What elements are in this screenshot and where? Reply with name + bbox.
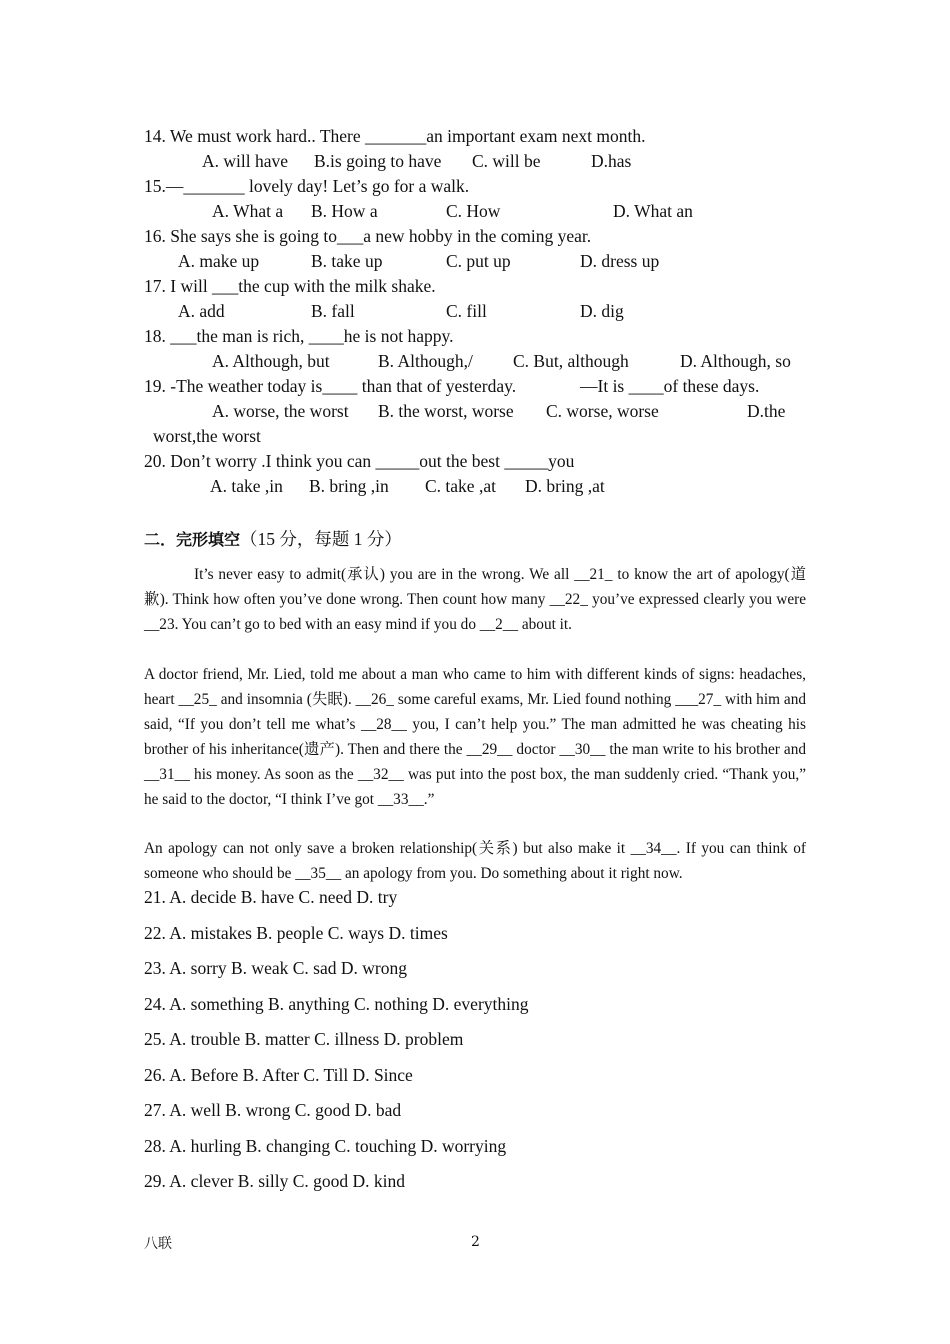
q18-option-b: B. Although,/ — [378, 351, 473, 371]
q20-option-c: C. take ,at — [425, 476, 496, 496]
q17-option-d: D. dig — [580, 301, 624, 321]
question-19-stem-part-2: —It is ____of these days. — [580, 376, 760, 396]
passage-paragraph-2: A doctor friend, Mr. Lied, told me about a man who came to him with different kinds of signs: headaches, heart __25_ and insomnia (失眠). __26_ some careful exams, Mr. Lied found nothing ___27_ with him and said, “If you don’t tell me what’s __28__ you, I can’t help you.” The man admitted he was cheating his brother of his inheritance(遗产). Then and there the __29__ doctor __30__ the man write to his brother and __31__ his money. As soon as the __32__ was put into the post box, the man suddenly cried. “Thank you,” he said to the doctor, “I think I’ve got __33__.” — [144, 666, 806, 808]
question-17-stem: 17. I will ___the cup with the milk shake. — [144, 276, 436, 296]
q14-option-a: A. will have — [202, 151, 289, 171]
q19-option-d: D.the — [747, 401, 786, 421]
q16-option-b: B. take up — [311, 251, 383, 271]
q16-option-d: D. dress up — [580, 251, 660, 271]
q15-option-b: B. How a — [311, 201, 378, 221]
q19-option-d-continued: worst,the worst — [153, 426, 261, 446]
cloze-question-25: 25. A. trouble B. matter C. illness D. problem — [144, 1029, 464, 1049]
cloze-question-21: 21. A. decide B. have C. need D. try — [144, 887, 398, 907]
cloze-question-24: 24. A. something B. anything C. nothing D. everything — [144, 994, 529, 1014]
passage-paragraph-3: An apology can not only save a broken relationship(关系) but also make it __34__. If you can think of someone who should be __35__ an apology from you. Do something about it right now. — [144, 840, 806, 882]
section-score-note: （15 分，每题 1 分） — [240, 529, 402, 549]
q18-option-a: A. Although, but — [212, 351, 330, 371]
cloze-question-22: 22. A. mistakes B. people C. ways D. times — [144, 923, 448, 943]
question-20-stem: 20. Don’t worry .I think you can _____out the best _____you — [144, 451, 575, 471]
q17-option-a: A. add — [178, 301, 225, 321]
cloze-question-23: 23. A. sorry B. weak C. sad D. wrong — [144, 958, 407, 978]
q20-option-b: B. bring ,in — [309, 476, 389, 496]
page-number: 2 — [471, 1234, 480, 1250]
q17-option-b: B. fall — [311, 301, 355, 321]
q14-option-d: D.has — [591, 151, 632, 171]
passage-paragraph-1: It’s never easy to admit(承认) you are in the wrong. We all __21_ to know the art of apology(道歉). Think how often you’ve done wrong. Then count how many __22_ you’ve expressed clearly you were __23. You can’t go to bed with an easy mind if you do __2__ about it. — [144, 566, 806, 633]
q16-option-c: C. put up — [446, 251, 511, 271]
cloze-question-29: 29. A. clever B. silly C. good D. kind — [144, 1171, 406, 1191]
cloze-question-27: 27. A. well B. wrong C. good D. bad — [144, 1100, 402, 1120]
q20-option-a: A. take ,in — [210, 476, 283, 496]
question-14-stem: 14. We must work hard.. There _______an important exam next month. — [144, 126, 646, 146]
cloze-question-28: 28. A. hurling B. changing C. touching D. worrying — [144, 1136, 507, 1156]
question-19-stem: 19. -The weather today is____ than that of yesterday. — [144, 376, 517, 396]
q20-option-d: D. bring ,at — [525, 476, 605, 496]
q15-option-d: D. What an — [613, 201, 693, 221]
section-title: 二．完形填空 — [144, 530, 241, 549]
q19-option-c: C. worse, worse — [546, 401, 659, 421]
q18-option-d: D. Although, so — [680, 351, 791, 371]
q18-option-c: C. But, although — [513, 351, 629, 371]
q19-option-a: A. worse, the worst — [212, 401, 349, 421]
q14-option-c: C. will be — [472, 151, 541, 171]
q14-option-b: B.is going to have — [314, 151, 442, 171]
section-heading — [144, 527, 402, 552]
question-15-stem: 15.—_______ lovely day! Let’s go for a walk. — [144, 176, 470, 196]
q16-option-a: A. make up — [178, 251, 260, 271]
footer-label: 八联 — [144, 1236, 172, 1252]
question-18-stem: 18. ___the man is rich, ____he is not happy. — [144, 326, 454, 346]
q19-option-b: B. the worst, worse — [378, 401, 514, 421]
q15-option-a: A. What a — [212, 201, 284, 221]
cloze-question-26: 26. A. Before B. After C. Till D. Since — [144, 1065, 413, 1085]
q15-option-c: C. How — [446, 201, 501, 221]
question-16-stem: 16. She says she is going to___a new hobby in the coming year. — [144, 226, 592, 246]
q17-option-c: C. fill — [446, 301, 487, 321]
